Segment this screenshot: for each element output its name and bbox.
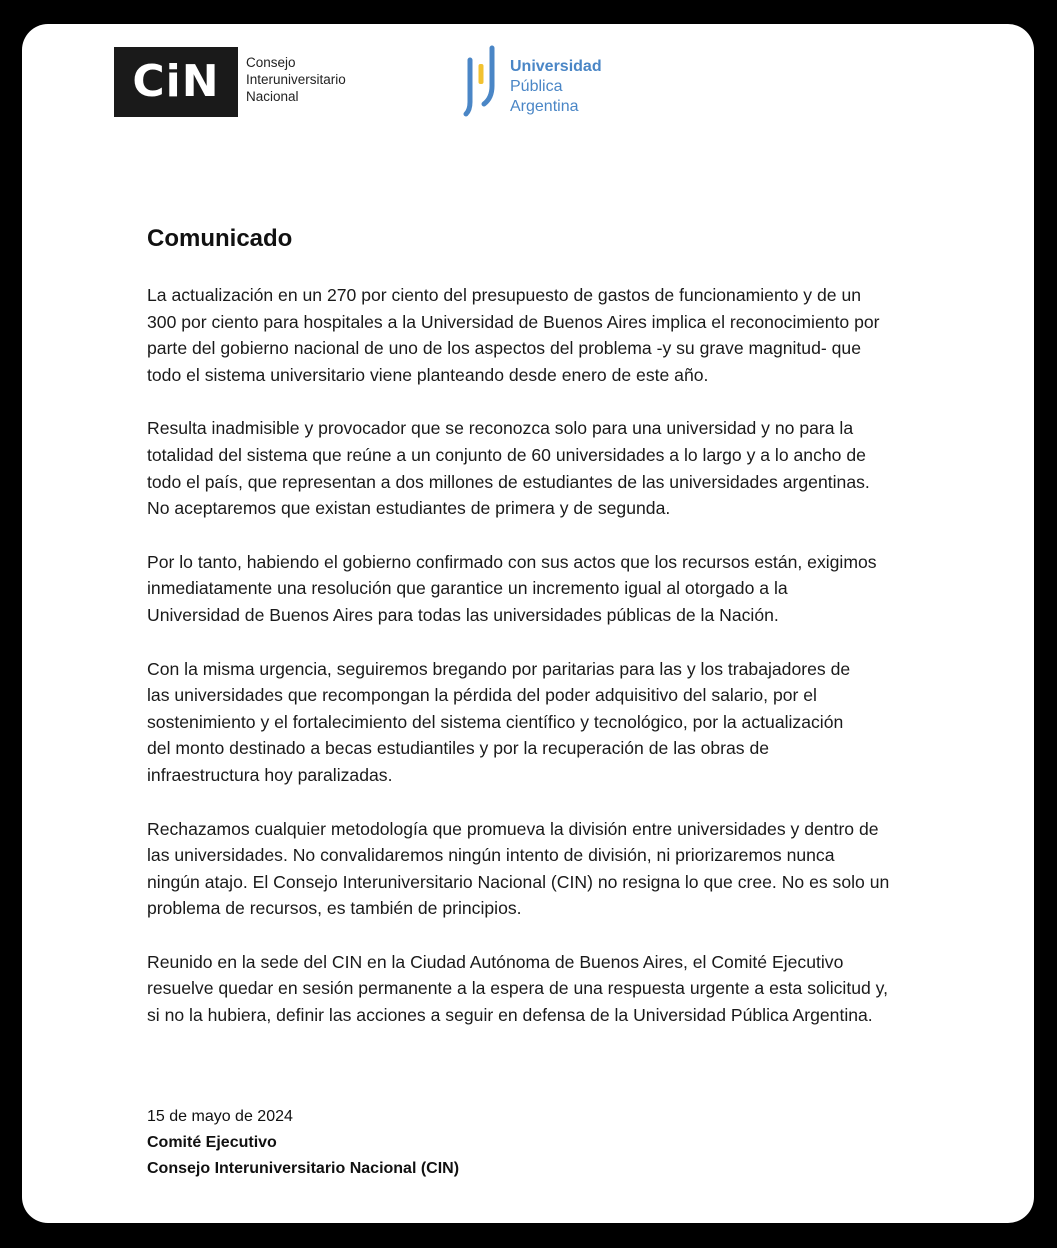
paragraph [147, 549, 957, 629]
paragraph-line: si no la hubiera, definir las acciones a seguir en defensa de la Universidad Pública Argentina. [147, 1005, 873, 1026]
paragraph-line: La actualización en un 270 por ciento del presupuesto de gastos de funcionamiento y de un [147, 285, 862, 305]
signature-committee: Comité Ejecutivo [147, 1134, 277, 1151]
upa-logo-mark-icon [462, 44, 502, 118]
document-body [147, 282, 957, 1056]
paragraph-line: Universidad de Buenos Aires para todas las universidades públicas de la Nación. [147, 604, 779, 625]
cin-name [246, 54, 386, 105]
paragraph-line: totalidad del sistema que reúne a un conjunto de 60 universidades a lo largo y a lo ancho de [147, 444, 866, 465]
signature-organization: Consejo Interuniversitario Nacional (CIN) [147, 1160, 460, 1177]
cin-name-line: Interuniversitario [246, 72, 346, 87]
signature-date: 15 de mayo de 2024 [147, 1108, 293, 1125]
cin-logo-text: CiN [132, 56, 220, 107]
upa-line: Argentina [510, 98, 579, 115]
paragraph-line: Reunido en la sede del CIN en la Ciudad Autónoma de Buenos Aires, el Comité Ejecutivo [147, 951, 844, 972]
paragraph-line: inmediatamente una resolución que garantice un incremento igual al otorgado a la [147, 578, 788, 599]
cin-logo [114, 47, 238, 117]
cin-name-line: Consejo [246, 55, 296, 70]
paragraph-line: No aceptaremos que existan estudiantes de primera y de segunda. [147, 498, 671, 519]
paragraph-line: 300 por ciento para hospitales a la Universidad de Buenos Aires implica el reconocimiento por [147, 311, 880, 332]
paragraph-line: Por lo tanto, habiendo el gobierno confirmado con sus actos que los recursos están, exigimos [147, 551, 877, 572]
paragraph-line: las universidades que recompongan la pérdida del poder adquisitivo del salario, por el [147, 685, 817, 706]
paragraph-line: todo el sistema universitario viene planteando desde enero de este año. [147, 364, 709, 385]
paragraph-line: ningún atajo. El Consejo Interuniversitario Nacional (CIN) no resigna lo que cree. No es solo un [147, 871, 890, 892]
paragraph [147, 949, 957, 1029]
paragraph-line: resuelve quedar en sesión permanente a la espera de una respuesta urgente a esta solicitud y, [147, 978, 889, 999]
paragraph-line: del monto destinado a becas estudiantiles y por la recuperación de las obras de [147, 738, 770, 759]
upa-logo-text [510, 57, 602, 117]
paragraph [147, 816, 957, 922]
paragraph-line: las universidades. No convalidaremos ningún intento de división, ni priorizaremos nunca [147, 845, 835, 866]
paragraph-line: Resulta inadmisible y provocador que se reconozca solo para una universidad y no para la [147, 418, 854, 439]
paragraph [147, 282, 957, 388]
paragraph-line: todo el país, que representan a dos millones de estudiantes de las universidades argentinas. [147, 471, 870, 492]
upa-line: Universidad [510, 58, 602, 75]
document-title: Comunicado [147, 225, 293, 252]
paragraph-line: infraestructura hoy paralizadas. [147, 764, 393, 785]
cin-name-line: Nacional [246, 89, 299, 104]
paragraph-line: Rechazamos cualquier metodología que promueva la división entre universidades y dentro de [147, 818, 879, 839]
paragraph-line: problema de recursos, es también de principios. [147, 898, 522, 919]
paragraph [147, 656, 957, 789]
paragraph [147, 415, 957, 521]
upa-line: Pública [510, 78, 563, 95]
signature-block [147, 1104, 459, 1182]
paragraph-line: sostenimiento y el fortalecimiento del sistema científico y tecnológico, por la actualización [147, 711, 844, 732]
paragraph-line: parte del gobierno nacional de uno de los aspectos del problema -y su grave magnitud- que [147, 338, 861, 359]
paragraph-line: Con la misma urgencia, seguiremos bregando por paritarias para las y los trabajadores de [147, 658, 851, 679]
